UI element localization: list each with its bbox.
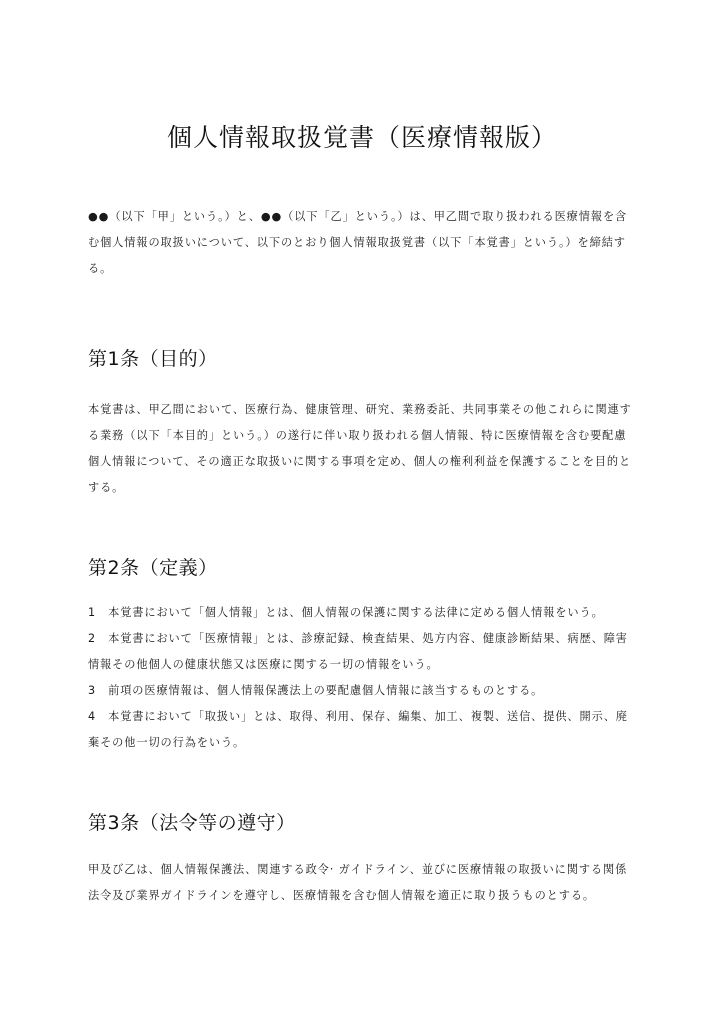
article-2-clause-1: 1 本覚書において「個人情報」とは、個人情報の保護に関する法律に定める個人情報をいう。: [88, 606, 604, 619]
article-2-clause-2: 2 本覚書において「医療情報」とは、診療記録、検査結果、処方内容、健康診断結果、病歴、障害: [88, 632, 628, 645]
article-3-line: 甲及び乙は、個人情報保護法、関連する政令· ガイドライン、並びに医療情報の取扱いに関する関係: [88, 863, 628, 876]
article-1-line: する。: [88, 481, 125, 494]
article-1-line: る業務（以下「本目的」という。）の遂行に伴い取り扱われる個人情報、特に医療情報を含む要配慮: [88, 429, 627, 442]
document-title: 個人情報取扱覚書（医療情報版）: [166, 123, 557, 152]
article-1-line: 個人情報について、その適正な取扱いに関する事項を定め、個人の権利利益を保護することを目的と: [88, 455, 632, 468]
article-3-line: 法令及び業界ガイドラインを遵守し、医療情報を含む個人情報を適正に取り扱うものとする。: [88, 889, 596, 902]
preamble-line: ●●（以下「甲」という。）と、●●（以下「乙」という。）は、甲乙間で取り扱われる医療情報を含: [88, 210, 628, 223]
article-2-clause-4-cont: 棄その他一切の行為をいう。: [88, 736, 246, 749]
preamble-paragraph: [88, 204, 640, 282]
preamble-line: る。: [88, 262, 113, 275]
article-2-clause-3: 3 前項の医療情報は、個人情報保護法上の要配慮個人情報に該当するものとする。: [88, 684, 544, 697]
article-1-heading: 第1条（目的）: [88, 348, 218, 370]
article-1-body: [88, 397, 640, 501]
preamble-line: む個人情報の取扱いについて、以下のとおり個人情報取扱覚書（以下「本覚書」という。）を締結す: [88, 236, 626, 249]
article-1-line: 本覚書は、甲乙間において、医療行為、健康管理、研究、業務委託、共同事業その他これらに関連す: [88, 403, 632, 416]
article-3-body: [88, 857, 640, 909]
article-2-heading: 第2条（定義）: [88, 557, 218, 579]
article-2-clause-2-cont: 情報その他個人の健康状態又は医療に関する一切の情報をいう。: [88, 658, 439, 671]
article-3-heading: 第3条（法令等の遵守）: [88, 812, 296, 834]
article-2-clause-4: 4 本覚書において「取扱い」とは、取得、利用、保存、編集、加工、複製、送信、提供、開示、廃: [88, 710, 628, 723]
article-2-body: [88, 600, 640, 756]
